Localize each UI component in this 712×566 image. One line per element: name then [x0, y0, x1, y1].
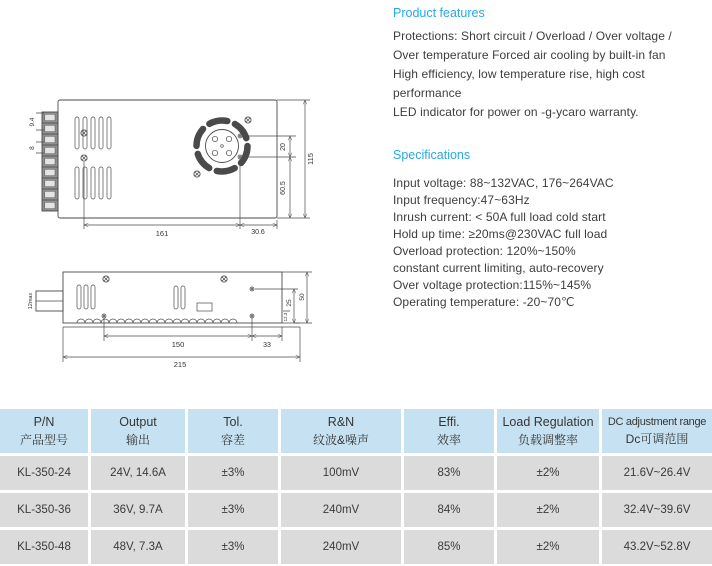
col-header-output: Output 输出 — [91, 409, 185, 453]
specifications-section — [393, 148, 709, 311]
cell-dc-range: 21.6V~26.4V — [602, 456, 712, 490]
top-view-drawing — [26, 88, 322, 240]
col-header-pn: P/N 产品型号 — [0, 409, 88, 453]
case-side-outline — [63, 272, 300, 327]
dim-fan-to-edge: 30.6 — [251, 229, 265, 236]
cell-tol: ±3% — [188, 530, 278, 564]
cell-rn: 240mV — [281, 493, 401, 527]
cell-output: 24V, 14.6A — [91, 456, 185, 490]
dim-screw-height: 25 — [286, 299, 293, 307]
dim-body-height: 50 — [299, 293, 306, 301]
base-vent-bumps — [77, 319, 237, 323]
cell-pn: KL-350-24 — [0, 456, 88, 490]
dim-fan-screw-gap: 20 — [280, 143, 287, 151]
spec-input-voltage: Input voltage: 88~132VAC, 176~264VAC — [393, 176, 614, 190]
dim-fan-lower: 60.5 — [280, 181, 287, 195]
spec-operating-temperature: Operating temperature: -20~70℃ — [393, 295, 575, 309]
cell-pn: KL-350-48 — [0, 530, 88, 564]
cell-effi: 83% — [404, 456, 494, 490]
features-line-3: High efficiency, low temperature rise, high cost — [393, 67, 645, 81]
dimension-lines-right — [243, 100, 315, 218]
features-line-5: LED indicator for power on -g-ycaro warranty. — [393, 105, 639, 119]
vent-slots-top — [75, 117, 111, 199]
dim-terminal-depth: 12max — [28, 292, 34, 310]
dim-terminal-pitch: 9.4 — [29, 117, 36, 127]
col-header-tol: Tol. 容差 — [188, 409, 278, 453]
cell-tol: ±3% — [188, 493, 278, 527]
features-title: Product features — [393, 6, 485, 20]
features-line-4: performance — [393, 86, 462, 100]
dim-terminal-step: 8 — [29, 146, 36, 150]
side-dimension-lines-right — [255, 272, 312, 323]
dim-body-width: 115 — [306, 153, 315, 165]
spec-input-frequency: Input frequency:47~63Hz — [393, 193, 530, 207]
cell-effi: 84% — [404, 493, 494, 527]
spec-overload-protection: Overload protection: 120%~150% — [393, 244, 576, 258]
cell-load-reg: ±2% — [497, 456, 599, 490]
spec-overload-protection-2: constant current limiting, auto-recovery — [393, 261, 604, 275]
cell-tol: ±3% — [188, 456, 278, 490]
cell-rn: 100mV — [281, 456, 401, 490]
cell-load-reg: ±2% — [497, 493, 599, 527]
side-view-drawing — [28, 258, 320, 380]
cell-effi: 85% — [404, 530, 494, 564]
col-header-load-regulation: Load Regulation 负载调整率 — [497, 409, 599, 453]
features-line-1: Protections: Short circuit / Overload / Over voltage / — [393, 29, 672, 43]
cell-pn: KL-350-36 — [0, 493, 88, 527]
dim-mount-offset: 33 — [263, 342, 271, 349]
spec-hold-up-time: Hold up time: ≥20ms@230VAC full load — [393, 227, 608, 241]
cell-dc-range: 32.4V~39.6V — [602, 493, 712, 527]
side-dimension-lines-bottom — [63, 318, 300, 369]
cell-output: 36V, 9.7A — [91, 493, 185, 527]
specs-title: Specifications — [393, 148, 471, 162]
terminal-block — [42, 112, 58, 211]
dim-body-length: 161 — [155, 229, 169, 238]
dimension-lines-bottom — [84, 161, 277, 238]
vent-slots-side — [77, 285, 212, 311]
col-header-effi: Effi. 效率 — [404, 409, 494, 453]
product-features-section — [393, 6, 709, 122]
cell-load-reg: ±2% — [497, 530, 599, 564]
dim-total-length: 215 — [173, 360, 187, 369]
model-spec-table — [0, 409, 712, 564]
col-header-dc-adjustment: DC adjustment range Dc可调范围 — [602, 409, 712, 453]
features-line-2: Over temperature Forced air cooling by built-in fan — [393, 48, 666, 62]
terminal-block-side — [28, 291, 63, 311]
spec-over-voltage-protection: Over voltage protection:115%~145% — [393, 278, 592, 292]
cell-output: 48V, 7.3A — [91, 530, 185, 564]
cell-rn: 240mV — [281, 530, 401, 564]
spec-inrush-current: Inrush current: < 50A full load cold start — [393, 210, 606, 224]
dim-base-offset: 12.3 — [283, 312, 288, 322]
col-header-rn: R&N 纹波&噪声 — [281, 409, 401, 453]
dim-mount-hole-span: 150 — [171, 340, 185, 349]
cell-dc-range: 43.2V~52.8V — [602, 530, 712, 564]
